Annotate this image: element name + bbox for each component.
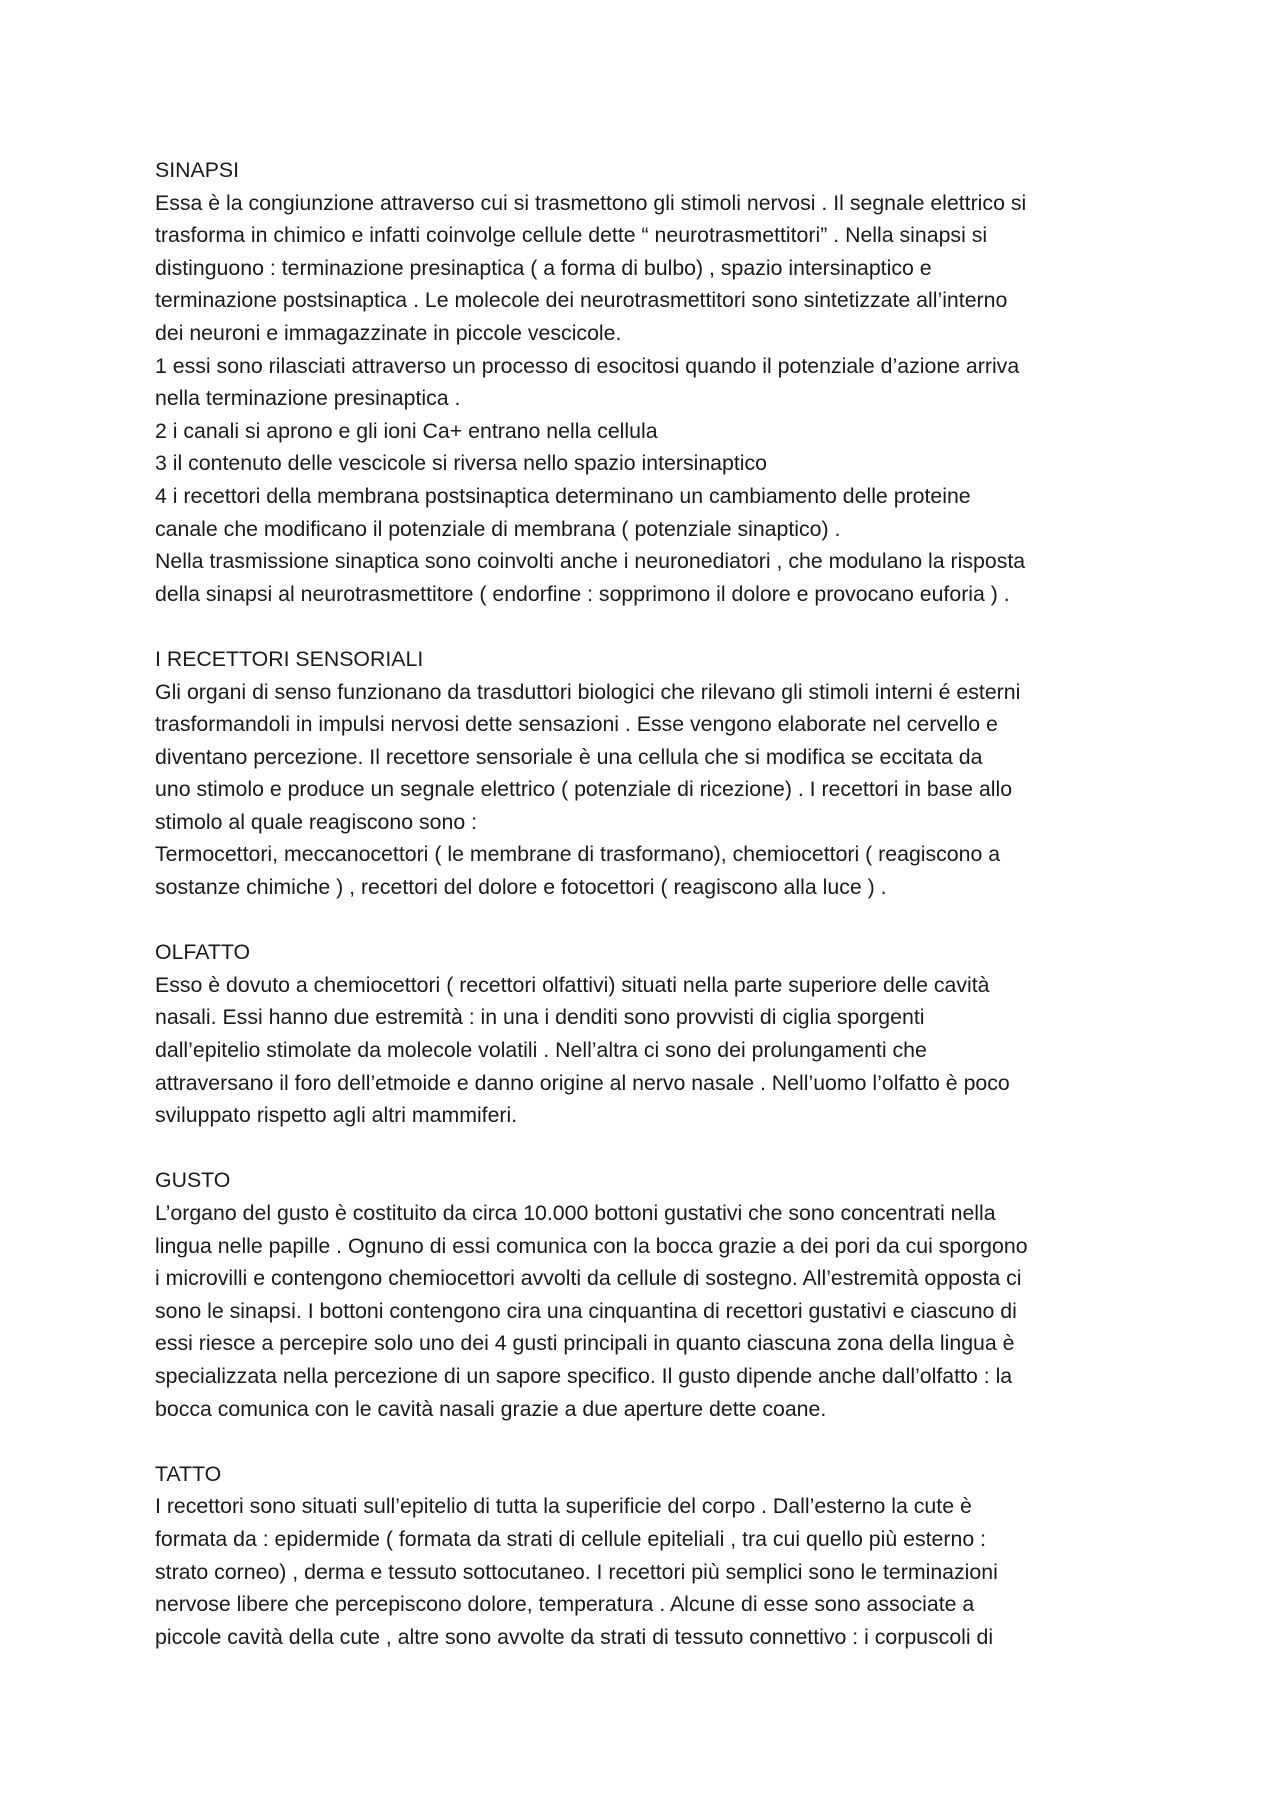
section-recettori-sensoriali: [155, 643, 1145, 904]
text-line: canale che modificano il potenziale di membrana ( potenziale sinaptico) .: [155, 516, 841, 541]
text-line: Gli organi di senso funzionano da trasduttori biologici che rilevano gli stimoli interni é esterni: [155, 679, 1021, 704]
text-line: dei neuroni e immagazzinate in piccole vescicole.: [155, 320, 622, 345]
text-line: nella terminazione presinaptica .: [155, 386, 461, 411]
text-line: I recettori sono situati sull’epitelio di tutta la superificie del corpo . Dall’esterno la cute è: [155, 1494, 972, 1519]
text-line: sostanze chimiche ) , recettori del dolore e fotocettori ( reagiscono alla luce ) .: [155, 875, 887, 900]
text-line: terminazione postsinaptica . Le molecole dei neurotrasmettitori sono sintetizzate all’interno: [155, 288, 1008, 313]
text-line: formata da : epidermide ( formata da strati di cellule epiteliali , tra cui quello più esterno :: [155, 1526, 986, 1551]
text-line: i microvilli e contengono chemiocettori avvolti da cellule di sostegno. All’estremità opposta ci: [155, 1266, 1022, 1291]
text-line: Essa è la congiunzione attraverso cui si trasmettono gli stimoli nervosi . Il segnale elettrico si: [155, 190, 1027, 215]
section-heading: OLFATTO: [155, 940, 251, 965]
document-body: [155, 154, 1145, 1686]
section-sinapsi: [155, 154, 1145, 610]
text-line: uno stimolo e produce un segnale elettrico ( potenziale di ricezione) . I recettori in base allo: [155, 777, 1013, 802]
text-line: diventano percezione. Il recettore sensoriale è una cellula che si modifica se eccitata da: [155, 744, 983, 769]
text-line: stimolo al quale reagiscono sono :: [155, 809, 478, 834]
section-heading: I RECETTORI SENSORIALI: [155, 646, 424, 671]
text-line: dall’epitelio stimolate da molecole volatili . Nell’altra ci sono dei prolungamenti che: [155, 1038, 927, 1063]
text-line: attraversano il foro dell’etmoide e danno origine al nervo nasale . Nell’uomo l’olfatto è poco: [155, 1070, 1010, 1095]
text-line: bocca comunica con le cavità nasali grazie a due aperture dette coane.: [155, 1396, 827, 1421]
section-tatto: [155, 1458, 1145, 1654]
text-line: 2 i canali si aprono e gli ioni Ca+ entrano nella cellula: [155, 418, 658, 443]
text-line: essi riesce a percepire solo uno dei 4 gusti principali in quanto ciascuna zona della lingua è: [155, 1331, 1015, 1356]
text-line: 3 il contenuto delle vescicole si riversa nello spazio intersinaptico: [155, 451, 768, 476]
text-line: trasforma in chimico e infatti coinvolge cellule dette “ neurotrasmettitori” . Nella sinapsi si: [155, 223, 988, 248]
text-line: Termocettori, meccanocettori ( le membrane di trasformano), chemiocettori ( reagiscono a: [155, 842, 1001, 867]
text-line: 4 i recettori della membrana postsinaptica determinano un cambiamento delle proteine: [155, 483, 971, 508]
text-line: strato corneo) , derma e tessuto sottocutaneo. I recettori più semplici sono le terminazioni: [155, 1559, 998, 1584]
text-line: sviluppato rispetto agli altri mammiferi.: [155, 1103, 518, 1128]
text-line: nervose libere che percepiscono dolore, temperatura . Alcune di esse sono associate a: [155, 1592, 975, 1617]
text-line: specializzata nella percezione di un sapore specifico. Il gusto dipende anche dall’olfatto : la: [155, 1363, 1013, 1388]
section-olfatto: [155, 936, 1145, 1132]
text-line: lingua nelle papille . Ognuno di essi comunica con la bocca grazie a dei pori da cui sporgono: [155, 1233, 1028, 1258]
text-line: sono le sinapsi. I bottoni contengono cira una cinquantina di recettori gustativi e ciascuno di: [155, 1298, 1017, 1323]
section-heading: TATTO: [155, 1461, 222, 1486]
text-line: della sinapsi al neurotrasmettitore ( endorfine : sopprimono il dolore e provocano euforia ) .: [155, 581, 1010, 606]
section-heading: GUSTO: [155, 1168, 231, 1193]
text-line: L’organo del gusto è costituito da circa 10.000 bottoni gustativi che sono concentrati nella: [155, 1201, 996, 1225]
section-heading: SINAPSI: [155, 158, 240, 182]
text-line: 1 essi sono rilasciati attraverso un processo di esocitosi quando il potenziale d’azione arriva: [155, 353, 1020, 378]
text-line: nasali. Essi hanno due estremità : in una i denditi sono provvisti di ciglia sporgenti: [155, 1005, 925, 1030]
text-line: distinguono : terminazione presinaptica ( a forma di bulbo) , spazio intersinaptico e: [155, 255, 932, 280]
text-line: Nella trasmissione sinaptica sono coinvolti anche i neuronediatori , che modulano la risposta: [155, 549, 1026, 574]
section-gusto: [155, 1164, 1145, 1425]
text-line: trasformandoli in impulsi nervosi dette sensazioni . Esse vengono elaborate nel cervello e: [155, 712, 998, 737]
text-line: piccole cavità della cute , altre sono avvolte da strati di tessuto connettivo : i corpuscoli di: [155, 1624, 994, 1649]
text-line: Esso è dovuto a chemiocettori ( recettori olfattivi) situati nella parte superiore delle cavità: [155, 972, 990, 997]
